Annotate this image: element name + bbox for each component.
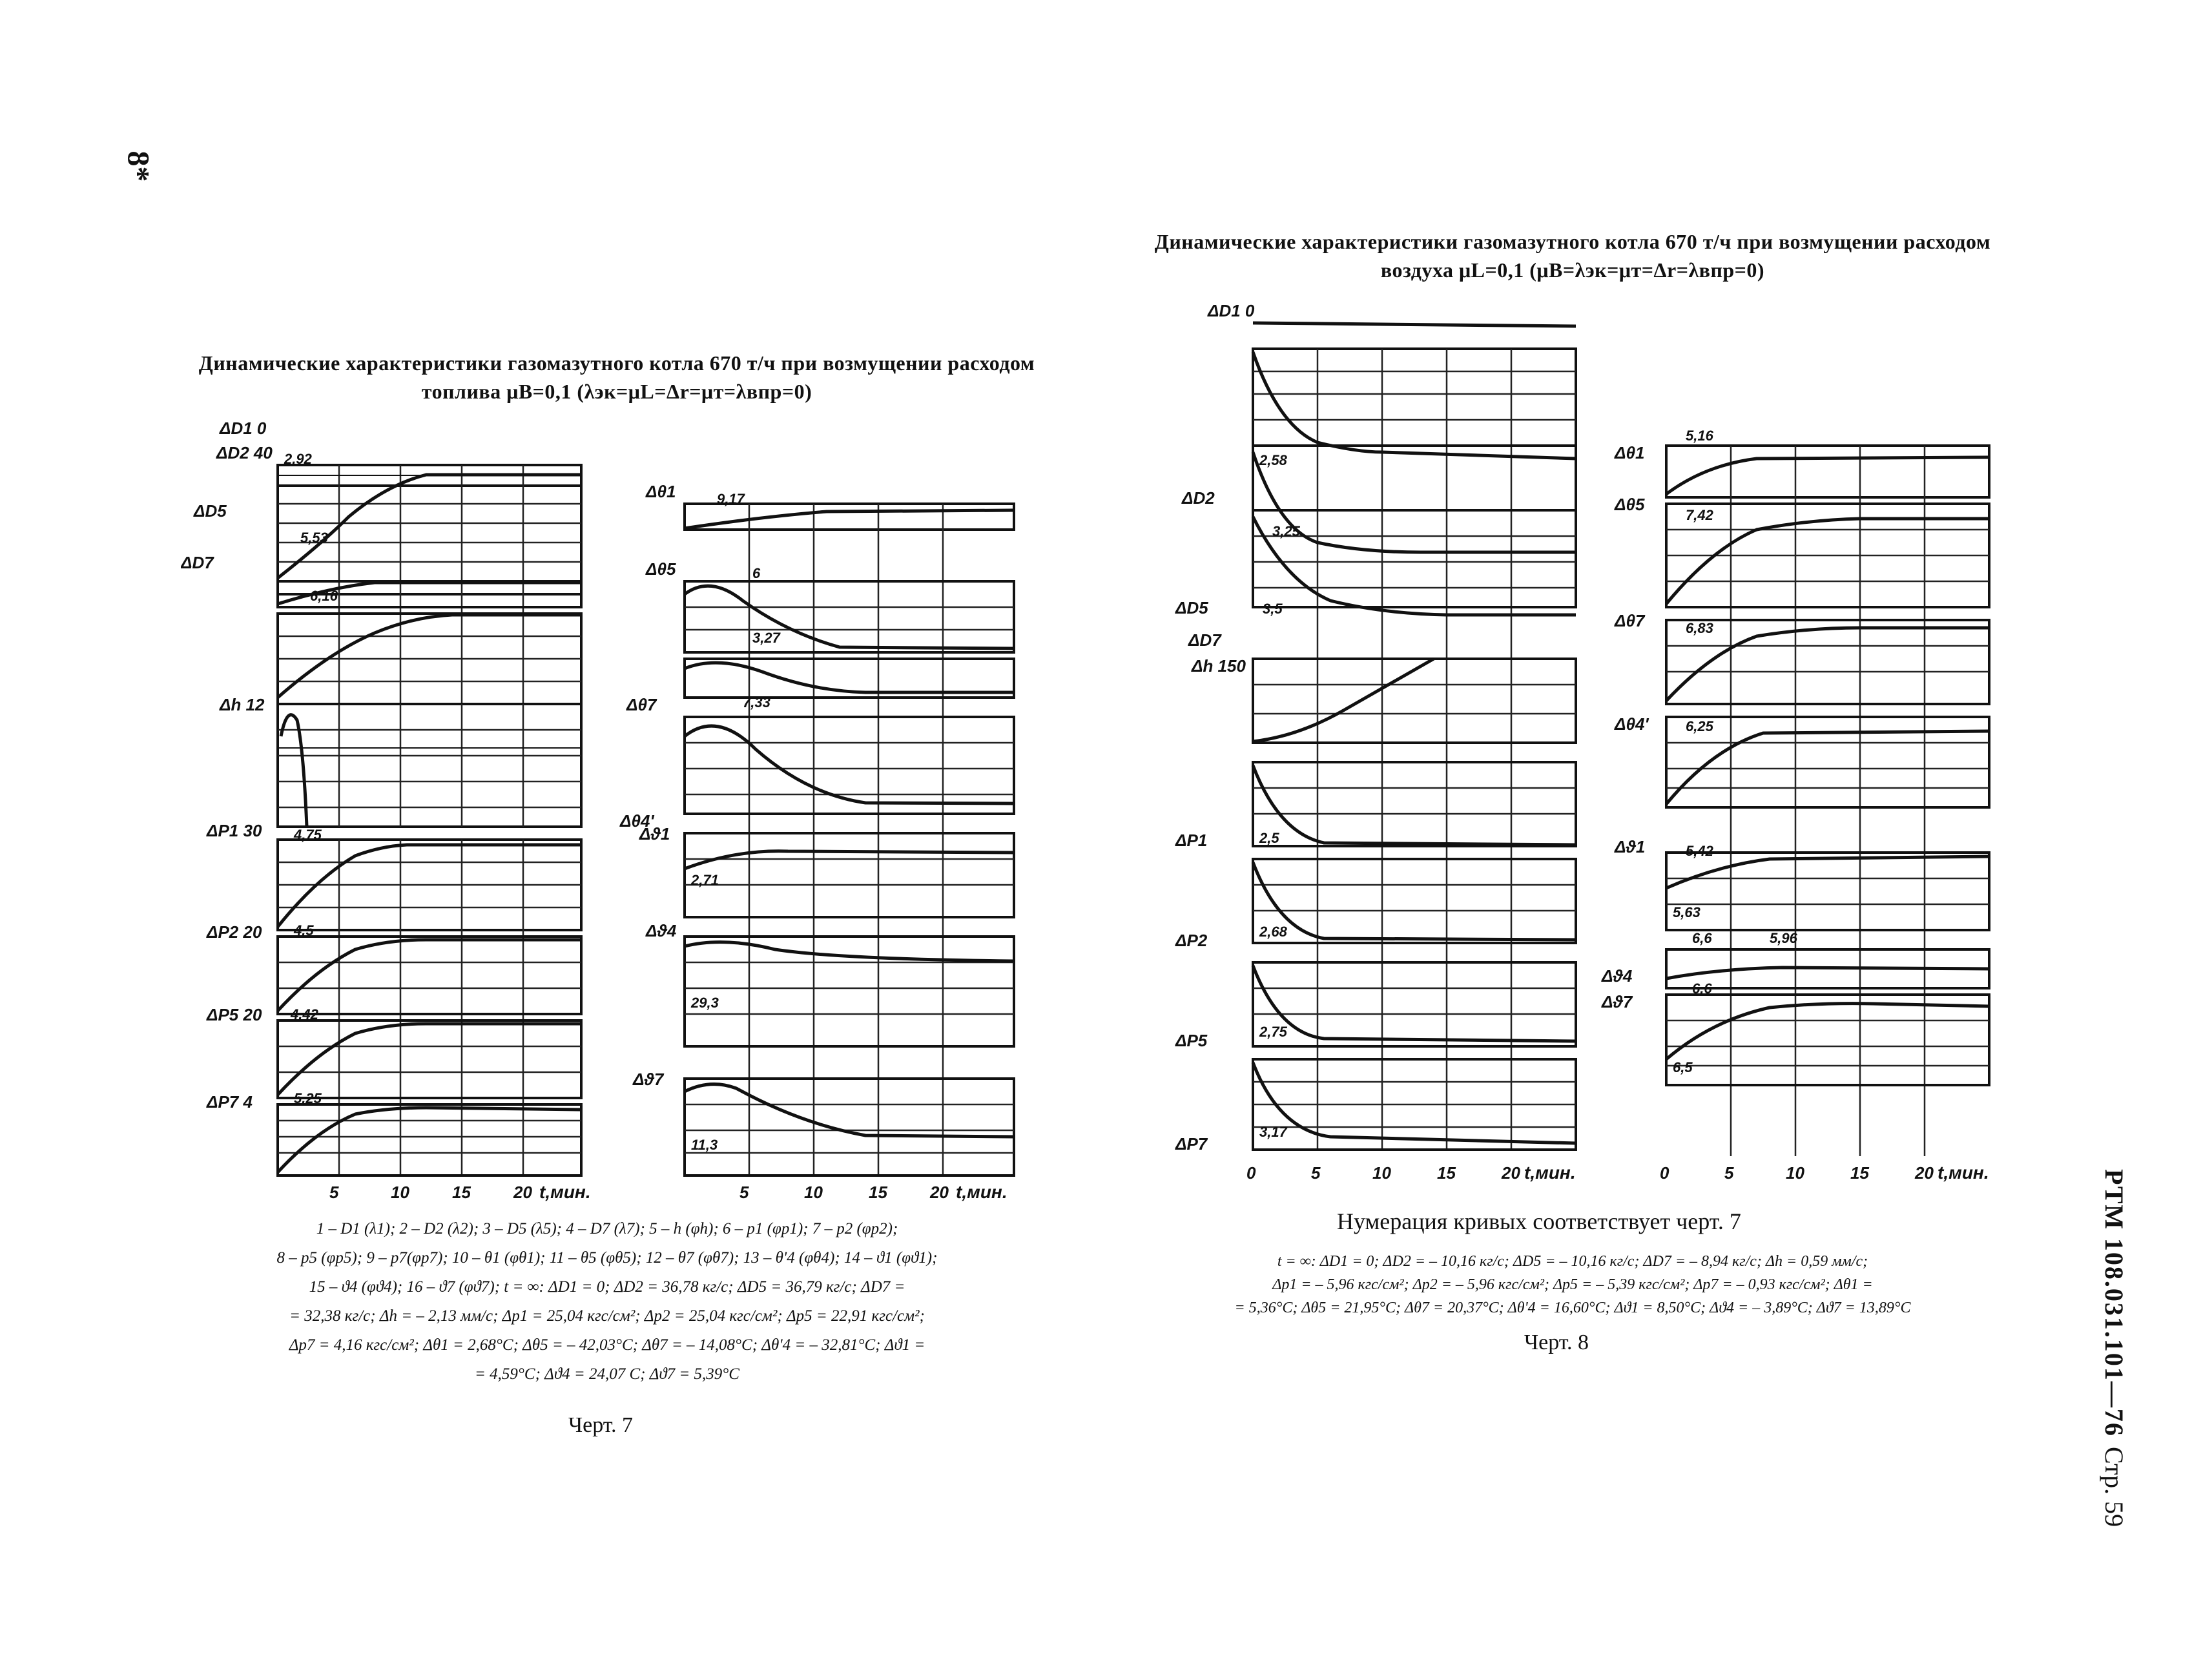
chart-8-legend [1143, 1250, 2002, 1320]
annot-r-7-42: 7,42 [1686, 507, 1713, 523]
chart-8-note: Нумерация кривых соответствует черт. 7 [1337, 1208, 1741, 1234]
label-dP1: ΔP1 30 [207, 821, 262, 840]
x-tick-r-5: 5 [1311, 1163, 1321, 1183]
chart-8-caption: Черт. 8 [1524, 1331, 1589, 1354]
annot-4-75: 4,75 [294, 827, 322, 843]
legend-line: = 5,36°С; Δθ5 = 21,95°С; Δθ7 = 20,37°С; Δθ'4 = 16,60°С; Δϑ1 = 8,50°С; Δϑ4 = – 3,89°С; Δϑ7 = 13,89°С [1234, 1300, 1911, 1316]
label-dh: Δh 12 [220, 695, 265, 714]
annot-r-6-6: 6,6 [1692, 930, 1712, 946]
x-tick-r-20: 20 [1502, 1163, 1520, 1183]
label-dP2: ΔP2 20 [207, 922, 262, 942]
label-r-dtheta4: Δθ4' [1615, 714, 1649, 734]
annot-29-3: 29,3 [691, 995, 719, 1011]
x-axis-label: t,мин. [539, 1182, 591, 1202]
annot-4-5: 4,5 [294, 922, 314, 938]
legend-line: 15 – ϑ4 (φϑ4); 16 – ϑ7 (φϑ7); t = ∞: ΔD1 = 0; ΔD2 = 36,78 кг/с; ΔD5 = 36,79 кг/с; ΔD7 = [309, 1278, 905, 1296]
label-dtheta4: Δθ4' [620, 811, 654, 831]
x-axis-label-right: t,мин. [956, 1182, 1008, 1202]
label-r-dtheta5: Δθ5 [1615, 495, 1645, 514]
x-axis-label-rr: t,мин. [1938, 1163, 1989, 1183]
x-tick-20-right: 20 [930, 1183, 949, 1202]
legend-line: t = ∞: ΔD1 = 0; ΔD2 = – 10,16 кг/с; ΔD5 = – 10,16 кг/с; ΔD7 = – 8,94 кг/с; Δh = 0,59 мм/с; [1277, 1253, 1868, 1270]
label-r-dD5: ΔD5 [1175, 598, 1208, 617]
annot-4-42: 4,42 [291, 1006, 318, 1022]
annot-2-71: 2,71 [691, 872, 719, 888]
label-r-dD2: ΔD2 [1182, 488, 1215, 508]
annot-5-53: 5,53 [300, 530, 328, 546]
annot-r-5-63: 5,63 [1673, 904, 1700, 920]
label-r-dvartheta7: Δϑ7 [1602, 992, 1633, 1011]
x-tick-r-15: 15 [1437, 1163, 1456, 1183]
x-tick-rr-20: 20 [1915, 1163, 1934, 1183]
legend-line: Δp1 = – 5,96 кгс/см²; Δp2 = – 5,96 кгс/см²; Δp5 = – 5,39 кгс/см²; Δp7 = – 0,93 кгс/см²; Δθ1 = [1272, 1276, 1873, 1293]
label-dvartheta1: Δϑ1 [639, 824, 670, 844]
label-dD5: ΔD5 [194, 501, 227, 521]
chart-7-legend [181, 1214, 1033, 1389]
annot-r-2-5: 2,5 [1259, 830, 1279, 846]
x-tick-r-10: 10 [1372, 1163, 1391, 1183]
chart-8-left-column [1253, 323, 1576, 1150]
legend-line: = 32,38 кг/с; Δh = – 2,13 мм/с; Δp1 = 25,04 кгс/см²; Δp2 = 25,04 кгс/см²; Δp5 = 22,91 кгс/см²; [289, 1307, 925, 1325]
label-dvartheta7: Δϑ7 [633, 1070, 664, 1089]
annot-11-3: 11,3 [691, 1137, 718, 1153]
label-r-dP7: ΔP7 [1175, 1134, 1208, 1154]
label-dD2: ΔD2 40 [216, 443, 273, 462]
page-number: Стр. 59 [2100, 1447, 2129, 1528]
annot-5-25: 5,25 [294, 1090, 322, 1106]
annot-r-3-17: 3,17 [1259, 1124, 1287, 1140]
label-r-dvartheta1: Δϑ1 [1615, 837, 1646, 856]
x-tick-5-right: 5 [739, 1183, 749, 1202]
x-axis-label-r: t,мин. [1524, 1163, 1576, 1183]
label-dtheta7: Δθ7 [626, 695, 657, 714]
x-tick-rr-15: 15 [1850, 1163, 1869, 1183]
legend-line: 8 – p5 (φp5); 9 – p7(φp7); 10 – θ1 (φθ1); 11 – θ5 (φθ5); 12 – θ7 (φθ7); 13 – θ'4 (φθ4); 14 – ϑ1 (φϑ1); [276, 1249, 938, 1267]
label-r-dD7: ΔD7 [1188, 630, 1221, 650]
annot-r-5-96: 5,96 [1770, 930, 1797, 946]
annot-r-6-5: 6,5 [1673, 1059, 1693, 1075]
annot-r-2-75: 2,75 [1259, 1024, 1287, 1040]
annot-r-6-6b: 6,6 [1692, 980, 1712, 997]
label-r-dtheta1: Δθ1 [1615, 443, 1645, 462]
x-tick-rr-5: 5 [1724, 1163, 1734, 1183]
label-dP7: ΔP7 4 [207, 1092, 253, 1112]
label-r-dP2: ΔP2 [1175, 931, 1208, 950]
legend-line: = 4,59°С; Δϑ4 = 24,07 С; Δϑ7 = 5,39°С [475, 1365, 739, 1383]
annot-r-3-25: 3,25 [1272, 523, 1300, 539]
annot-r-6-25: 6,25 [1686, 718, 1713, 734]
annot-r-5-16: 5,16 [1686, 428, 1713, 444]
chart-7-caption: Черт. 7 [568, 1413, 634, 1437]
label-dD7: ΔD7 [181, 553, 214, 572]
label-r-dh: Δh 150 [1192, 656, 1246, 676]
chart-8-right-column [1666, 446, 1989, 1156]
x-tick-10: 10 [391, 1183, 409, 1202]
annot-3-27: 3,27 [752, 630, 780, 646]
annot-r-6-83: 6,83 [1686, 620, 1713, 636]
annot-9-17: 9,17 [717, 491, 745, 507]
label-r-dvartheta4: Δϑ4 [1602, 966, 1633, 986]
label-r-dP1: ΔP1 [1175, 831, 1208, 850]
x-tick-r-0: 0 [1246, 1163, 1256, 1183]
chart-7-left-column [278, 465, 581, 1176]
label-r-dD1: ΔD1 0 [1208, 301, 1255, 320]
annot-r-3-5: 3,5 [1263, 601, 1283, 617]
chart-7-title: Динамические характеристики газомазутного котла 670 т/ч при возмущении расходом топлива μB=0,1 (λэк=μL=Δr=μт=λвпр=0) [198, 351, 1035, 403]
document-code: РТМ 108.031.101—76 [2100, 1169, 2129, 1437]
chart-8-figure [1150, 297, 2021, 1208]
label-dD1: ΔD1 0 [220, 419, 267, 438]
x-tick-10-right: 10 [804, 1183, 823, 1202]
annot-r-2-58: 2,58 [1259, 452, 1287, 468]
annot-6: 6 [752, 565, 761, 581]
x-tick-rr-0: 0 [1660, 1163, 1669, 1183]
annot-r-2-68: 2,68 [1259, 924, 1287, 940]
annot-r-5-42: 5,42 [1686, 843, 1713, 859]
x-tick-rr-10: 10 [1786, 1163, 1804, 1183]
x-tick-15-right: 15 [869, 1183, 887, 1202]
chart-7-figure [181, 413, 1046, 1208]
label-r-dtheta7: Δθ7 [1615, 611, 1645, 630]
x-tick-20: 20 [513, 1183, 532, 1202]
legend-line: 1 – D1 (λ1); 2 – D2 (λ2); 3 – D5 (λ5); 4 – D7 (λ7); 5 – h (φh); 6 – p1 (φp1); 7 – p2 (φp2); [316, 1220, 898, 1238]
annot-6-16: 6,16 [310, 588, 338, 604]
label-dvartheta4: Δϑ4 [646, 921, 677, 940]
chart-7-right-column [685, 504, 1014, 1176]
annot-2-92: 2,92 [284, 451, 312, 467]
x-tick-5: 5 [329, 1183, 339, 1202]
label-r-dP5: ΔP5 [1175, 1031, 1208, 1050]
label-dtheta5: Δθ5 [646, 559, 676, 579]
label-dtheta1: Δθ1 [646, 482, 676, 501]
label-dP5: ΔP5 20 [207, 1005, 262, 1024]
annot-7-33: 7,33 [743, 694, 770, 710]
legend-line: Δp7 = 4,16 кгс/см²; Δθ1 = 2,68°С; Δθ5 = – 42,03°С; Δθ7 = – 14,08°С; Δθ'4 = – 32,81°С; Δϑ1 = [289, 1336, 925, 1354]
page-mark: 8* [121, 150, 156, 182]
x-tick-15: 15 [452, 1183, 471, 1202]
chart-8-title: Динамические характеристики газомазутного котла 670 т/ч при возмущении расходом воздуха μL=0,1 (μB=λэк=μт=Δr=λвпр=0) [1154, 230, 1991, 282]
